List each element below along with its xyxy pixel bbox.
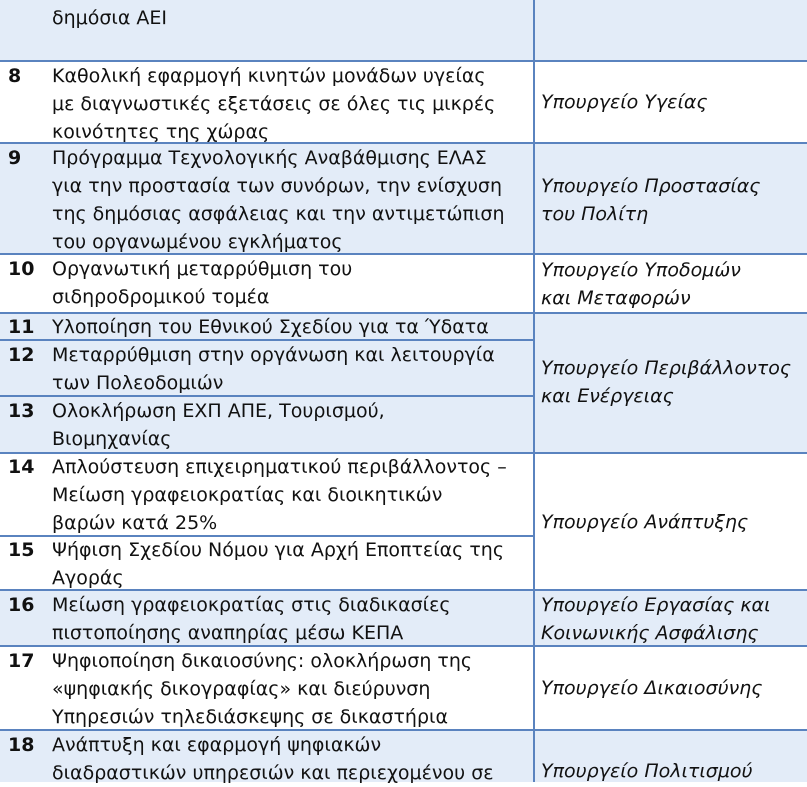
row-number: 11 xyxy=(8,316,35,338)
row-number: 13 xyxy=(8,400,35,422)
row-number: 16 xyxy=(8,594,35,616)
description-line: για την προστασία των συνόρων, την ενίσχυση xyxy=(52,175,503,197)
row-description xyxy=(52,62,528,146)
description-line: πιστοποίησης αναπηρίας μέσω ΚΕΠΑ xyxy=(52,622,404,644)
description-line: Αγοράς xyxy=(52,567,124,589)
row-number: 15 xyxy=(8,539,35,561)
description-line: Υπηρεσιών τηλεδιάσκεψης σε δικαστήρια xyxy=(52,706,448,728)
description-line: της δημόσιας ασφάλειας και την αντιμετώπιση xyxy=(52,203,505,225)
description-line: δημόσια ΑΕΙ xyxy=(52,7,168,29)
description-line: σιδηροδρομικού τομέα xyxy=(52,286,270,308)
ministry-line: και Μεταφορών xyxy=(541,287,691,309)
description-line: «ψηφιακής δικογραφίας» και διεύρυνση xyxy=(52,678,431,700)
ministry-cell xyxy=(541,354,803,410)
row-description xyxy=(52,731,528,787)
row-description xyxy=(52,591,528,647)
ministry-cell xyxy=(541,88,803,116)
description-line: διαδραστικών υπηρεσιών και περιεχομένου σε xyxy=(52,762,494,784)
ministry-line: Υπουργείο Ανάπτυξης xyxy=(541,511,749,533)
description-line: Οργανωτική μεταρρύθμιση του xyxy=(52,258,353,280)
ministry-line: Υπουργείο Δικαιοσύνης xyxy=(541,677,763,699)
description-line: των Πολεοδομιών xyxy=(52,372,224,394)
row-number: 12 xyxy=(8,344,35,366)
row-description xyxy=(52,0,528,32)
row-description xyxy=(52,453,528,537)
row-description xyxy=(52,255,528,311)
description-line: Ψηφιοποίηση δικαιοσύνης: ολοκλήρωση της xyxy=(52,650,473,672)
row-description xyxy=(52,313,528,341)
ministry-cell xyxy=(541,256,803,312)
row-number: 9 xyxy=(8,147,22,169)
description-line: του οργανωμένου εγκλήματος xyxy=(52,231,343,253)
row-number: 8 xyxy=(8,65,22,87)
ministry-line: και Ενέργειας xyxy=(541,385,674,407)
ministry-cell xyxy=(541,591,803,647)
row-description xyxy=(52,536,528,592)
ministry-line: Υπουργείο Πολιτισμού xyxy=(541,760,753,782)
column-divider xyxy=(533,0,535,782)
ministry-cell xyxy=(541,757,803,785)
row-number: 17 xyxy=(8,650,35,672)
ministry-line: Κοινωνικής Ασφάλισης xyxy=(541,622,759,644)
description-line: Μείωση γραφειοκρατίας στις διαδικασίες xyxy=(52,594,451,616)
description-line: Μεταρρύθμιση στην οργάνωση και λειτουργία xyxy=(52,344,495,366)
row-description xyxy=(52,397,528,453)
description-line: Υλοποίηση του Εθνικού Σχεδίου για τα Ύδατα xyxy=(52,316,489,338)
description-line: Ανάπτυξη και εφαρμογή ψηφιακών xyxy=(52,734,382,756)
description-line: Ολοκλήρωση ΕΧΠ ΑΠΕ, Τουρισμού, xyxy=(52,400,385,422)
ministry-cell xyxy=(541,172,803,228)
ministry-line xyxy=(541,0,803,4)
description-line: Απλούστευση επιχειρηματικού περιβάλλοντος – xyxy=(52,456,507,478)
ministry-cell xyxy=(541,508,803,536)
description-line: βαρών κατά 25% xyxy=(52,512,218,534)
row-description xyxy=(52,647,528,731)
ministry-line: Υπουργείο Προστασίας xyxy=(541,175,761,197)
description-line: Βιομηχανίας xyxy=(52,428,172,450)
row-number: 14 xyxy=(8,456,35,478)
description-line: με διαγνωστικές εξετάσεις σε όλες τις μικρές xyxy=(52,93,496,115)
ministry-cell xyxy=(541,0,803,4)
row-number: 18 xyxy=(8,734,35,756)
ministry-cell xyxy=(541,674,803,702)
description-line: Ψήφιση Σχεδίου Νόμου για Αρχή Εποπτείας της xyxy=(52,539,504,561)
description-line: Πρόγραμμα Τεχνολογικής Αναβάθμισης ΕΛΑΣ xyxy=(52,147,487,169)
description-line: Μείωση γραφειοκρατίας και διοικητικών xyxy=(52,484,443,506)
description-line: κοινότητες της χώρας xyxy=(52,121,270,143)
ministry-line: του Πολίτη xyxy=(541,203,649,225)
ministry-line: Υπουργείο Περιβάλλοντος xyxy=(541,357,791,379)
row-number: 10 xyxy=(8,258,35,280)
ministry-line: Υπουργείο Υποδομών xyxy=(541,259,741,281)
ministry-line: Υπουργείο Υγείας xyxy=(541,91,708,113)
description-line: Καθολική εφαρμογή κινητών μονάδων υγείας xyxy=(52,65,486,87)
ministry-line: Υπουργείο Εργασίας και xyxy=(541,594,771,616)
row-description xyxy=(52,144,528,256)
row-description xyxy=(52,341,528,397)
